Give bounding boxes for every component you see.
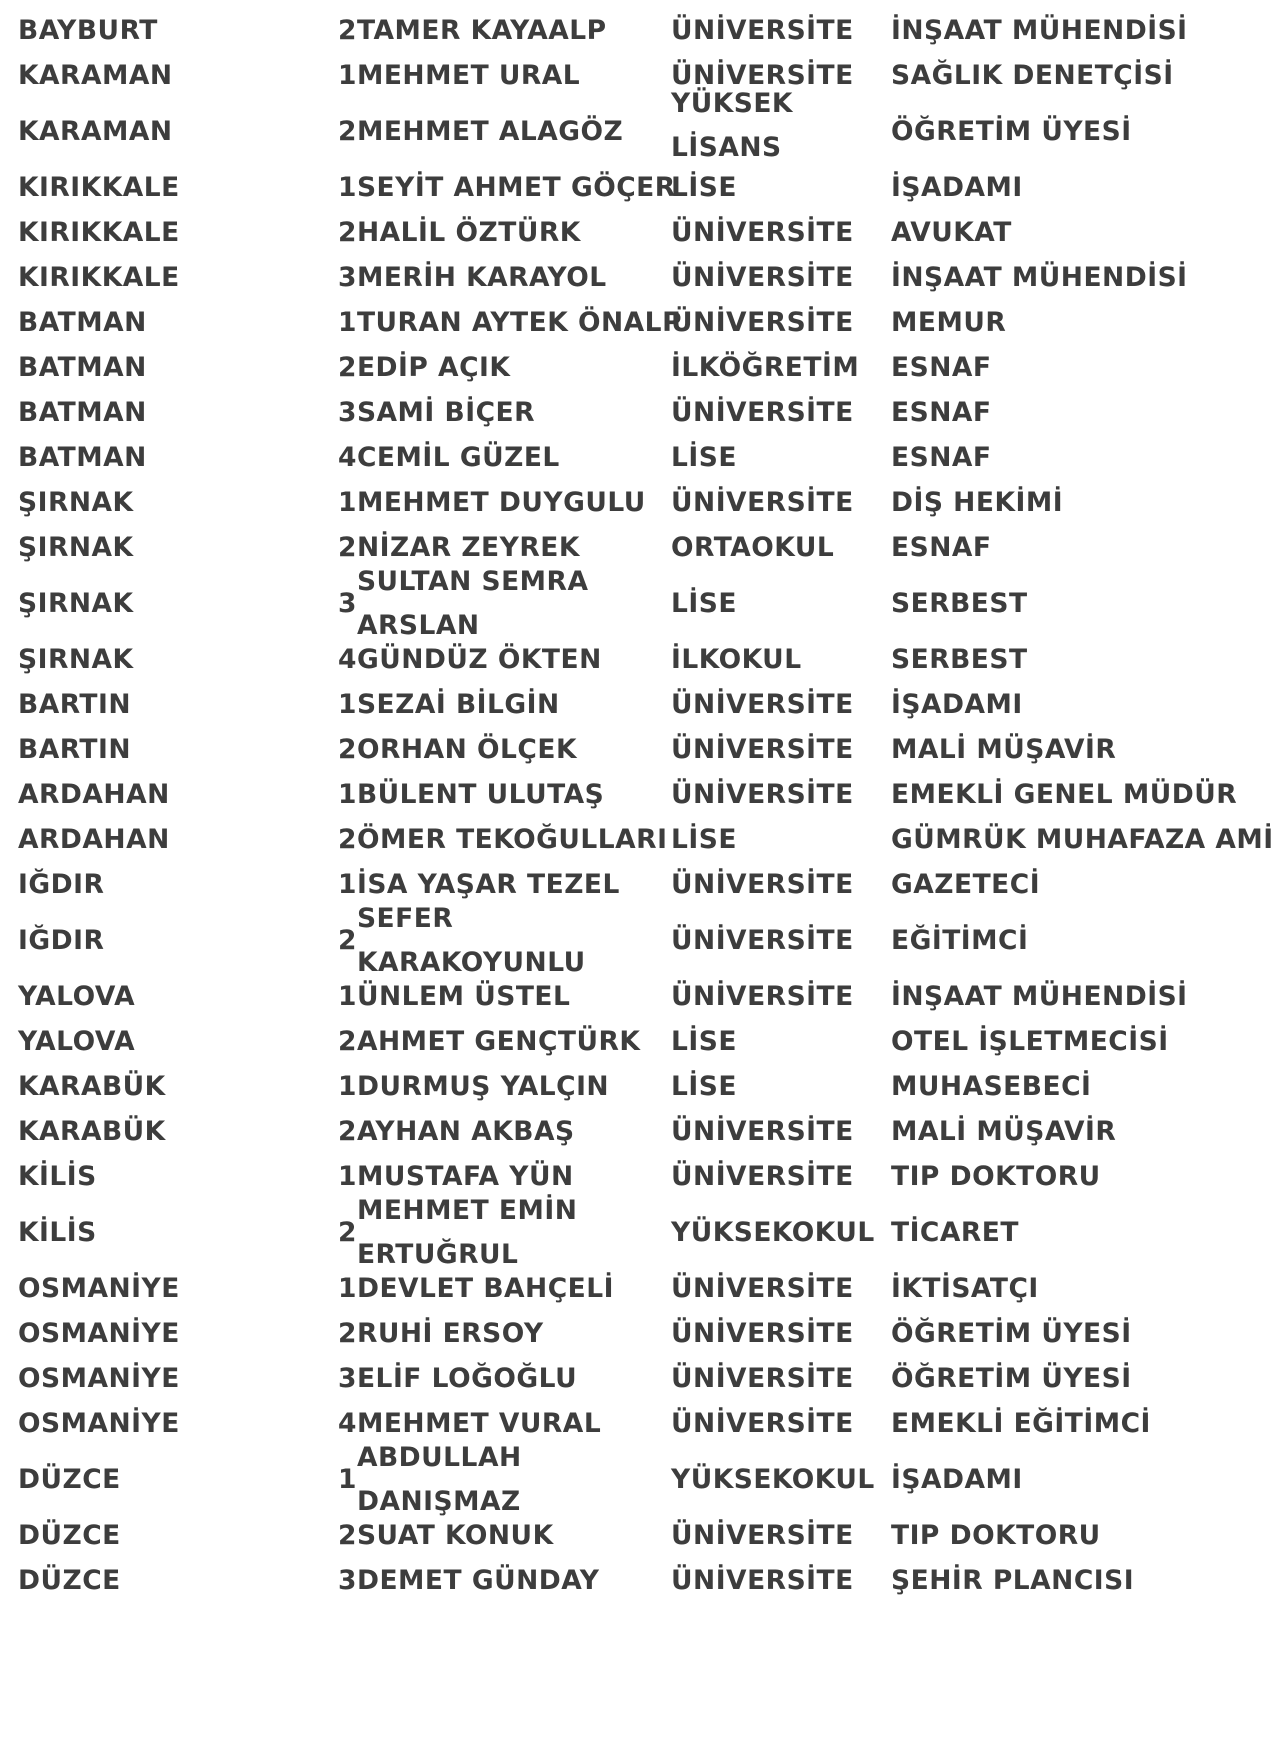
candidate-name: ELİF LOĞOĞLU (356, 1363, 578, 1394)
profession-cell: İNŞAAT MÜHENDİSİ (891, 262, 1188, 293)
list-order-number: 2 (338, 217, 357, 248)
candidate-cell (338, 300, 682, 345)
profession-cell: SAĞLIK DENETÇİSİ (891, 60, 1174, 91)
candidate-name: RUHİ ERSOY (356, 1318, 544, 1349)
candidate-name: SEYİT AHMET GÖÇER (356, 172, 676, 203)
province-cell: KARAMAN (18, 116, 173, 147)
province-cell: BAYBURT (18, 15, 158, 46)
candidate-cell (338, 1356, 671, 1401)
list-order-number: 1 (338, 307, 357, 338)
education-cell: ORTAOKUL (671, 532, 835, 563)
candidate-cell (338, 210, 671, 255)
candidate-cell (338, 1513, 671, 1558)
education-cell: ÜNİVERSİTE (671, 15, 854, 46)
province-cell: KARABÜK (18, 1071, 166, 1102)
table-row (18, 255, 1268, 300)
list-order-number: 2 (338, 1116, 357, 1147)
profession-cell: MEMUR (891, 307, 1007, 338)
table-row (18, 974, 1268, 1019)
table-row (18, 772, 1268, 817)
list-order-number: 2 (338, 925, 357, 956)
candidate-name-line: ERTUĞRUL (356, 1238, 519, 1270)
candidate-cell (338, 1558, 671, 1603)
province-cell: IĞDIR (18, 869, 105, 900)
candidate-name-line: SEFER (356, 902, 454, 934)
profession-cell: İNŞAAT MÜHENDİSİ (891, 15, 1188, 46)
table-row (18, 88, 1268, 165)
province-cell: OSMANİYE (18, 1273, 180, 1304)
candidate-cell (338, 682, 671, 727)
candidate-name-line: DANIŞMAZ (356, 1485, 521, 1517)
profession-cell: SERBEST (891, 588, 1028, 619)
education-cell: İLKOKUL (671, 644, 802, 675)
profession-cell: İŞADAMI (891, 689, 1023, 720)
candidate-cell (338, 974, 671, 1019)
profession-cell: GAZETECİ (891, 869, 1041, 900)
list-order-number: 3 (338, 1565, 357, 1596)
province-cell: BATMAN (18, 397, 147, 428)
candidate-cell (338, 8, 671, 53)
education-cell: ÜNİVERSİTE (671, 60, 854, 91)
education-line: LİSANS (671, 132, 782, 163)
profession-cell: ŞEHİR PLANCISI (891, 1565, 1135, 1596)
candidate-cell (338, 560, 671, 648)
profession-cell: MALİ MÜŞAVİR (891, 1116, 1117, 1147)
candidate-cell (338, 727, 671, 772)
list-order-number: 4 (338, 1408, 357, 1439)
candidate-name: DEMET GÜNDAY (356, 1565, 600, 1596)
list-order-number: 1 (338, 779, 357, 810)
education-cell: ÜNİVERSİTE (671, 1520, 854, 1551)
table-row (18, 1109, 1268, 1154)
candidate-name: ORHAN ÖLÇEK (356, 734, 577, 765)
candidate-name: HALİL ÖZTÜRK (356, 217, 581, 248)
education-cell: ÜNİVERSİTE (671, 1273, 854, 1304)
province-cell: OSMANİYE (18, 1363, 180, 1394)
list-order-number: 4 (338, 442, 357, 473)
profession-cell: MALİ MÜŞAVİR (891, 734, 1117, 765)
candidate-name-line: SULTAN SEMRA (356, 565, 589, 597)
candidate-name: AHMET GENÇTÜRK (356, 1026, 641, 1057)
profession-cell: DİŞ HEKİMİ (891, 487, 1064, 518)
table-row (18, 1513, 1268, 1558)
profession-cell: EMEKLİ EĞİTİMCİ (891, 1408, 1151, 1439)
province-cell: ŞIRNAK (18, 644, 134, 675)
profession-cell: İNŞAAT MÜHENDİSİ (891, 981, 1188, 1012)
education-cell: İLKÖĞRETİM (671, 352, 860, 383)
education-cell: YÜKSEKOKUL (671, 1464, 875, 1495)
candidate-name: MEHMET ALAGÖZ (356, 116, 624, 147)
candidate-cell (338, 1109, 671, 1154)
list-order-number: 2 (338, 1026, 357, 1057)
education-cell: ÜNİVERSİTE (671, 1363, 854, 1394)
candidate-name: MEHMET VURAL (356, 1408, 602, 1439)
education-cell: ÜNİVERSİTE (671, 734, 854, 765)
profession-cell: İŞADAMI (891, 172, 1023, 203)
province-cell: ŞIRNAK (18, 487, 134, 518)
candidate-name: TURAN AYTEK ÖNALP (356, 307, 682, 338)
table-row (18, 1064, 1268, 1109)
list-order-number: 1 (338, 981, 357, 1012)
candidate-name: CEMİL GÜZEL (356, 442, 560, 473)
list-order-number: 3 (338, 588, 357, 619)
table-row (18, 565, 1268, 641)
province-cell: BARTIN (18, 689, 132, 720)
profession-cell: ÖĞRETİM ÜYESİ (891, 1318, 1132, 1349)
candidate-name: DEVLET BAHÇELİ (356, 1273, 615, 1304)
education-cell: ÜNİVERSİTE (671, 1116, 854, 1147)
profession-cell: ESNAF (891, 397, 992, 428)
candidate-name-line: ABDULLAH (356, 1441, 522, 1473)
education-cell: ÜNİVERSİTE (671, 1565, 854, 1596)
profession-cell: EMEKLİ GENEL MÜDÜR (891, 779, 1238, 810)
education-cell: YÜKSEKOKUL (671, 1217, 875, 1248)
profession-cell: TIP DOKTORU (891, 1520, 1101, 1551)
table-row (18, 817, 1274, 862)
candidate-cell (338, 1436, 671, 1524)
province-cell: DÜZCE (18, 1565, 121, 1596)
candidate-cell (338, 897, 671, 985)
candidate-cell (338, 1019, 671, 1064)
candidate-cell (338, 1189, 671, 1277)
table-row (18, 902, 1268, 978)
profession-cell: ESNAF (891, 352, 992, 383)
candidate-cell (338, 817, 671, 862)
candidate-name: İSA YAŞAR TEZEL (356, 869, 620, 900)
candidate-cell (338, 480, 671, 525)
province-cell: KARAMAN (18, 60, 173, 91)
profession-cell: İŞADAMI (891, 1464, 1023, 1495)
education-cell: LİSE (671, 824, 737, 855)
table-row (18, 1356, 1268, 1401)
province-cell: ŞIRNAK (18, 588, 134, 619)
province-cell: BARTIN (18, 734, 132, 765)
list-order-number: 2 (338, 1318, 357, 1349)
education-cell: ÜNİVERSİTE (671, 869, 854, 900)
list-order-number: 1 (338, 689, 357, 720)
candidate-cell (338, 98, 671, 165)
list-order-number: 1 (338, 869, 357, 900)
province-cell: OSMANİYE (18, 1408, 180, 1439)
education-cell: LİSE (671, 442, 737, 473)
table-row (18, 1441, 1268, 1517)
candidate-cell (338, 255, 671, 300)
province-cell: KIRIKKALE (18, 172, 180, 203)
candidate-name: GÜNDÜZ ÖKTEN (356, 644, 602, 675)
province-cell: KIRIKKALE (18, 217, 180, 248)
education-cell: LİSE (671, 588, 737, 619)
candidate-name: SUAT KONUK (356, 1520, 554, 1551)
list-order-number: 2 (338, 352, 357, 383)
province-cell: ARDAHAN (18, 824, 170, 855)
candidate-name: EDİP AÇIK (356, 352, 511, 383)
list-order-number: 1 (338, 1464, 357, 1495)
candidate-name: TAMER KAYAALP (356, 15, 607, 46)
education-cell: ÜNİVERSİTE (671, 487, 854, 518)
table-row (18, 1311, 1268, 1356)
candidate-cell (338, 1064, 671, 1109)
list-order-number: 1 (338, 172, 357, 203)
list-order-number: 3 (338, 262, 357, 293)
province-cell: YALOVA (18, 981, 136, 1012)
list-order-number: 1 (338, 60, 357, 91)
list-order-number: 3 (338, 397, 357, 428)
table-row (18, 8, 1268, 53)
candidate-cell (338, 165, 676, 210)
list-order-number: 2 (338, 1217, 357, 1248)
candidate-name: MEHMET DUYGULU (356, 487, 646, 518)
profession-cell: AVUKAT (891, 217, 1012, 248)
table-row (18, 637, 1268, 682)
profession-cell: EĞİTİMCİ (891, 925, 1029, 956)
education-cell: ÜNİVERSİTE (671, 981, 854, 1012)
province-cell: BATMAN (18, 442, 147, 473)
profession-cell: OTEL İŞLETMECİSİ (891, 1026, 1169, 1057)
table-row (18, 682, 1268, 727)
table-row (18, 435, 1268, 480)
education-cell: LİSE (671, 1026, 737, 1057)
province-cell: IĞDIR (18, 925, 105, 956)
candidate-name: NİZAR ZEYREK (356, 532, 580, 563)
candidate-cell (338, 435, 671, 480)
education-cell: ÜNİVERSİTE (671, 689, 854, 720)
province-cell: KİLİS (18, 1161, 97, 1192)
candidate-name-line: KARAKOYUNLU (356, 946, 586, 978)
profession-cell: SERBEST (891, 644, 1028, 675)
profession-cell: MUHASEBECİ (891, 1071, 1092, 1102)
list-order-number: 2 (338, 734, 357, 765)
profession-cell: İKTİSATÇI (891, 1273, 1039, 1304)
province-cell: OSMANİYE (18, 1318, 180, 1349)
education-cell: LİSE (671, 1071, 737, 1102)
candidate-name: SAMİ BİÇER (356, 397, 536, 428)
candidate-name: SEZAİ BİLGİN (356, 689, 560, 720)
candidate-name-line: MEHMET EMİN (356, 1194, 578, 1226)
profession-cell: GÜMRÜK MUHAFAZA AMİ (891, 824, 1274, 855)
list-order-number: 2 (338, 824, 357, 855)
education-cell: ÜNİVERSİTE (671, 779, 854, 810)
candidate-name: ÜNLEM ÜSTEL (356, 981, 571, 1012)
candidate-name: BÜLENT ULUTAŞ (356, 779, 605, 810)
list-order-number: 1 (338, 1273, 357, 1304)
profession-cell: ÖĞRETİM ÜYESİ (891, 116, 1132, 147)
table-row (18, 345, 1268, 390)
province-cell: KIRIKKALE (18, 262, 180, 293)
candidate-cell (338, 1266, 671, 1311)
candidate-cell (338, 637, 671, 682)
province-cell: BATMAN (18, 307, 147, 338)
table-row (18, 1558, 1268, 1603)
candidate-table (18, 8, 1274, 1603)
table-row (18, 1194, 1268, 1270)
province-cell: ARDAHAN (18, 779, 170, 810)
candidate-cell (338, 390, 671, 435)
table-row (18, 1266, 1268, 1311)
education-cell: ÜNİVERSİTE (671, 307, 854, 338)
profession-cell: TİCARET (891, 1217, 1019, 1248)
education-cell: ÜNİVERSİTE (671, 925, 854, 956)
province-cell: KİLİS (18, 1217, 97, 1248)
candidate-cell (338, 345, 671, 390)
list-order-number: 1 (338, 1071, 357, 1102)
profession-cell: ÖĞRETİM ÜYESİ (891, 1363, 1132, 1394)
education-cell: ÜNİVERSİTE (671, 262, 854, 293)
education-cell: ÜNİVERSİTE (671, 1408, 854, 1439)
province-cell: DÜZCE (18, 1520, 121, 1551)
candidate-cell (338, 772, 671, 817)
list-order-number: 2 (338, 1520, 357, 1551)
list-order-number: 2 (338, 15, 357, 46)
education-cell: ÜNİVERSİTE (671, 1318, 854, 1349)
province-cell: DÜZCE (18, 1464, 121, 1495)
province-cell: YALOVA (18, 1026, 136, 1057)
list-order-number: 2 (338, 532, 357, 563)
candidate-name: MERİH KARAYOL (356, 262, 607, 293)
table-row (18, 1019, 1268, 1064)
education-cell: ÜNİVERSİTE (671, 217, 854, 248)
table-row (18, 480, 1268, 525)
education-cell: LİSE (671, 172, 737, 203)
profession-cell: ESNAF (891, 532, 992, 563)
profession-cell: TIP DOKTORU (891, 1161, 1101, 1192)
list-order-number: 4 (338, 644, 357, 675)
candidate-name: MUSTAFA YÜN (356, 1161, 574, 1192)
candidate-name-line: ARSLAN (356, 609, 480, 641)
table-row (18, 300, 1268, 345)
education-cell: ÜNİVERSİTE (671, 1161, 854, 1192)
candidate-name: AYHAN AKBAŞ (356, 1116, 575, 1147)
table-row (18, 53, 1268, 98)
candidate-name: MEHMET URAL (356, 60, 581, 91)
table-row (18, 165, 1268, 210)
candidate-name: ÖMER TEKOĞULLARI (356, 824, 668, 855)
candidate-name: DURMUŞ YALÇIN (356, 1071, 610, 1102)
list-order-number: 1 (338, 487, 357, 518)
candidate-cell (338, 1311, 671, 1356)
education-line: YÜKSEK (671, 88, 793, 119)
table-row (18, 390, 1268, 435)
province-cell: ŞIRNAK (18, 532, 134, 563)
list-order-number: 1 (338, 1161, 357, 1192)
candidate-cell (338, 53, 671, 98)
profession-cell: ESNAF (891, 442, 992, 473)
education-cell: ÜNİVERSİTE (671, 397, 854, 428)
province-cell: KARABÜK (18, 1116, 166, 1147)
table-row (18, 210, 1268, 255)
list-order-number: 2 (338, 116, 357, 147)
table-row (18, 727, 1268, 772)
province-cell: BATMAN (18, 352, 147, 383)
list-order-number: 3 (338, 1363, 357, 1394)
